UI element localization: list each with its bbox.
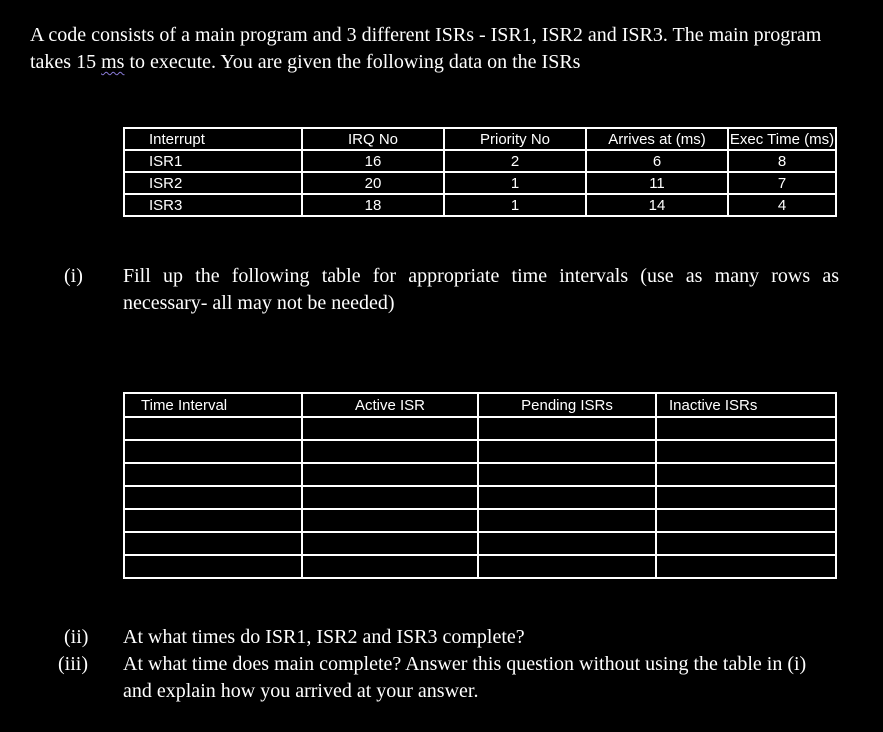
answer-cell[interactable] <box>302 440 478 463</box>
answer-cell[interactable] <box>656 532 836 555</box>
answer-cell[interactable] <box>302 532 478 555</box>
question-i-text <box>123 263 839 317</box>
answer-cell[interactable] <box>302 486 478 509</box>
cell-exec-time: 4 <box>728 194 836 216</box>
header-inactive-isrs: Inactive ISRs <box>656 393 836 417</box>
answer-table <box>123 392 837 579</box>
answer-cell[interactable] <box>478 417 656 440</box>
question-i-number: (i) <box>64 265 83 287</box>
header-interrupt: Interrupt <box>124 128 302 150</box>
question-ii-number: (ii) <box>64 626 89 648</box>
cell-irq-no: 16 <box>302 150 444 172</box>
answer-cell[interactable] <box>656 509 836 532</box>
question-iii-number: (iii) <box>58 653 88 675</box>
cell-interrupt: ISR3 <box>124 194 302 216</box>
cell-priority-no: 2 <box>444 150 586 172</box>
answer-cell[interactable] <box>302 509 478 532</box>
question-iii-line-2: and explain how you arrived at your answer. <box>123 680 479 702</box>
answer-cell[interactable] <box>656 417 836 440</box>
header-exec-time: Exec Time (ms) <box>728 128 836 150</box>
answer-cell[interactable] <box>124 532 302 555</box>
isr-table-row <box>124 150 836 172</box>
answer-cell[interactable] <box>124 509 302 532</box>
cell-arrives-at: 14 <box>586 194 728 216</box>
cell-interrupt: ISR1 <box>124 150 302 172</box>
answer-cell[interactable] <box>478 532 656 555</box>
cell-exec-time: 8 <box>728 150 836 172</box>
answer-cell[interactable] <box>124 463 302 486</box>
answer-table-header-row <box>124 393 836 417</box>
question-iii-text <box>123 651 839 705</box>
intro-line-1: A code consists of a main program and 3 different ISRs - ISR1, ISR2 and ISR3. The main program <box>30 24 822 46</box>
answer-table-row <box>124 532 836 555</box>
question-i-line-1: Fill up the following table for appropriate time intervals (use as many rows as <box>123 265 839 287</box>
question-iii <box>0 651 883 707</box>
isr-table-row <box>124 194 836 216</box>
answer-table-row <box>124 463 836 486</box>
header-arrives-at-label: Arrives at (ms) <box>608 130 706 148</box>
answer-cell[interactable] <box>478 555 656 578</box>
answer-table-row <box>124 440 836 463</box>
answer-table-row <box>124 509 836 532</box>
answer-cell[interactable] <box>302 555 478 578</box>
answer-cell[interactable] <box>656 463 836 486</box>
cell-priority-no: 1 <box>444 172 586 194</box>
intro-line-2-prefix: takes 15 <box>30 51 102 73</box>
cell-exec-time: 7 <box>728 172 836 194</box>
question-i <box>0 263 883 323</box>
cell-arrives-at: 6 <box>586 150 728 172</box>
unit-ms-spellcheck: ms <box>101 51 125 73</box>
answer-cell[interactable] <box>478 486 656 509</box>
cell-irq-no: 18 <box>302 194 444 216</box>
header-arrives-at <box>586 128 728 150</box>
isr-table-row <box>124 172 836 194</box>
header-time-interval: Time Interval <box>124 393 302 417</box>
isr-table-header-row <box>124 128 836 150</box>
answer-cell[interactable] <box>124 555 302 578</box>
answer-cell[interactable] <box>302 417 478 440</box>
answer-table-row <box>124 486 836 509</box>
question-ii-text: At what times do ISR1, ISR2 and ISR3 complete? <box>123 626 525 648</box>
answer-cell[interactable] <box>478 463 656 486</box>
answer-table-row <box>124 417 836 440</box>
answer-cell[interactable] <box>478 440 656 463</box>
intro-line-2-suffix: to execute. You are given the following data on the ISRs <box>124 51 581 73</box>
answer-cell[interactable] <box>478 509 656 532</box>
answer-cell[interactable] <box>124 417 302 440</box>
problem-intro <box>30 22 850 76</box>
cell-interrupt: ISR2 <box>124 172 302 194</box>
header-active-isr: Active ISR <box>302 393 478 417</box>
cell-priority-no: 1 <box>444 194 586 216</box>
header-priority-no: Priority No <box>444 128 586 150</box>
question-iii-line-1: At what time does main complete? Answer this question without using the table in (i) <box>123 653 807 675</box>
answer-cell[interactable] <box>124 486 302 509</box>
answer-cell[interactable] <box>656 440 836 463</box>
answer-cell[interactable] <box>656 555 836 578</box>
answer-cell[interactable] <box>302 463 478 486</box>
question-i-line-2: necessary- all may not be needed) <box>123 292 395 314</box>
answer-table-row <box>124 555 836 578</box>
answer-cell[interactable] <box>656 486 836 509</box>
answer-cell[interactable] <box>124 440 302 463</box>
question-ii <box>0 624 883 651</box>
cell-arrives-at: 11 <box>586 172 728 194</box>
cell-irq-no: 20 <box>302 172 444 194</box>
isr-data-table <box>123 127 837 217</box>
header-irq-no: IRQ No <box>302 128 444 150</box>
intro-line-2 <box>30 49 850 76</box>
header-pending-isrs: Pending ISRs <box>478 393 656 417</box>
